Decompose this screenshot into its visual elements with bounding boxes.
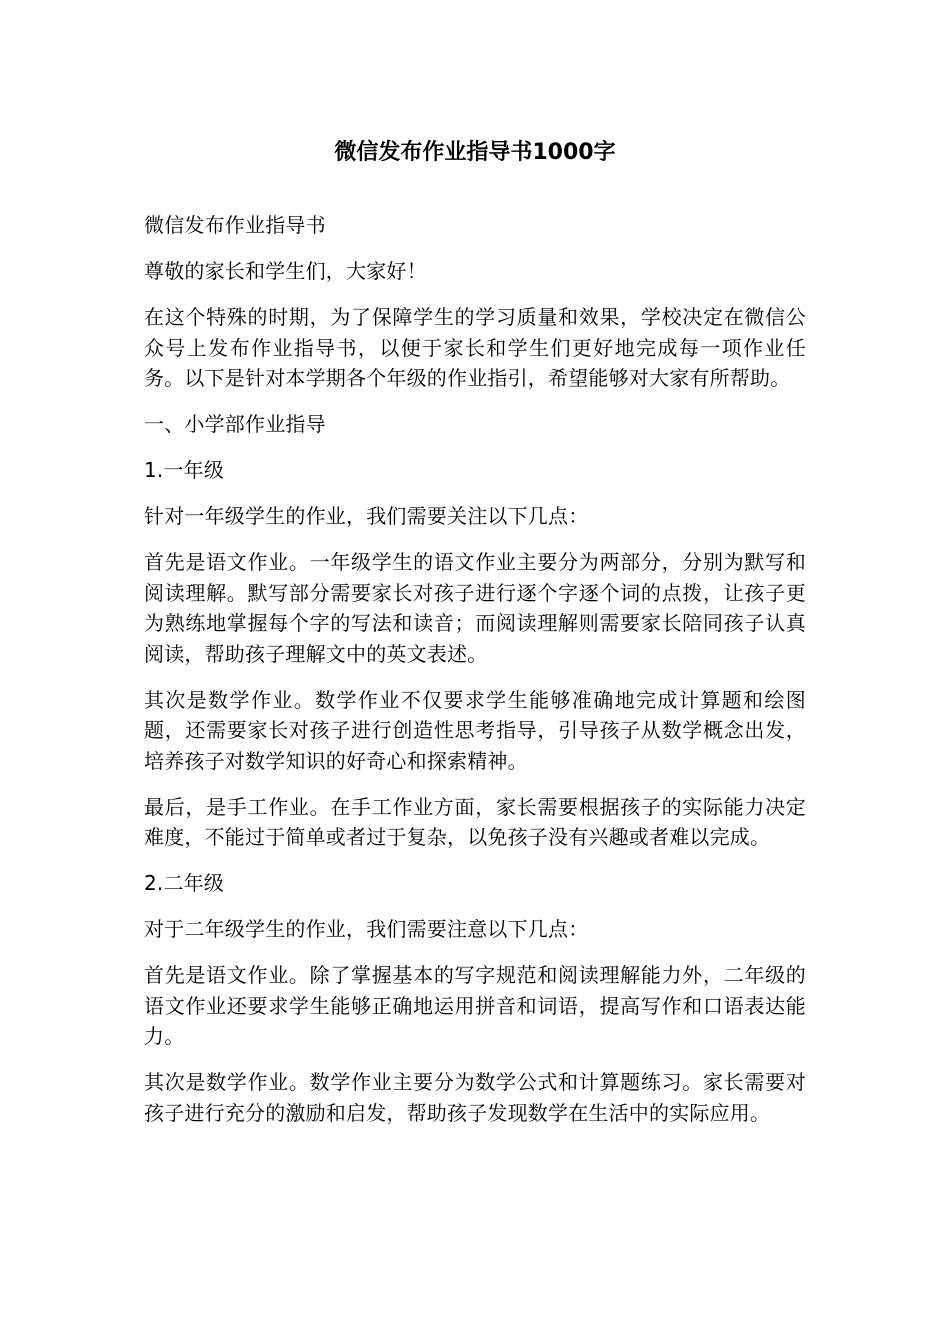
- grade1-math-paragraph: 其次是数学作业。数学作业不仅要求学生能够准确地完成计算题和绘图题，还需要家长对孩子进行创造性思考指导，引导孩子从数学概念出发，培养孩子对数学知识的好奇心和探索精神。: [144, 687, 806, 773]
- grade2-math-paragraph: 其次是数学作业。数学作业主要分为数学公式和计算题练习。家长需要对孩子进行充分的激励和启发，帮助孩子发现数学在生活中的实际应用。: [144, 1070, 806, 1125]
- grade2-chinese-paragraph: 首先是语文作业。除了掌握基本的写字规范和阅读理解能力外，二年级的语文作业还要求学生能够正确地运用拼音和词语，提高写作和口语表达能力。: [144, 963, 806, 1048]
- grade1-intro-paragraph: 针对一年级学生的作业，我们需要关注以下几点：: [144, 504, 589, 528]
- grade-heading-2: 2.二年级: [144, 871, 225, 895]
- intro-paragraph: 在这个特殊的时期，为了保障学生的学习质量和效果，学校决定在微信公众号上发布作业指导书，以便于家长和学生们更好地完成每一项作业任务。以下是针对本学期各个年级的作业指引，希望能够对大家有所帮助。: [144, 305, 806, 390]
- section-heading-primary: 一、小学部作业指导: [144, 412, 326, 436]
- grade2-intro-paragraph: 对于二年级学生的作业，我们需要注意以下几点：: [144, 917, 589, 941]
- document-body: [144, 210, 806, 1144]
- document-title: 微信发布作业指导书1000字: [334, 140, 616, 165]
- grade1-chinese-paragraph: 首先是语文作业。一年级学生的语文作业主要分为两部分，分别为默写和阅读理解。默写部分需要家长对孩子进行逐个字逐个词的点拨，让孩子更为熟练地掌握每个字的写法和读音；而阅读理解则需要家长陪同孩子认真阅读，帮助孩子理解文中的英文表述。: [144, 550, 806, 666]
- subtitle-paragraph: 微信发布作业指导书: [144, 213, 326, 237]
- grade-heading-1: 1.一年级: [144, 458, 225, 482]
- grade1-handcraft-paragraph: 最后，是手工作业。在手工作业方面，家长需要根据孩子的实际能力决定难度，不能过于简单或者过于复杂，以免孩子没有兴趣或者难以完成。: [144, 794, 806, 849]
- greeting-paragraph: 尊敬的家长和学生们，大家好！: [144, 259, 427, 283]
